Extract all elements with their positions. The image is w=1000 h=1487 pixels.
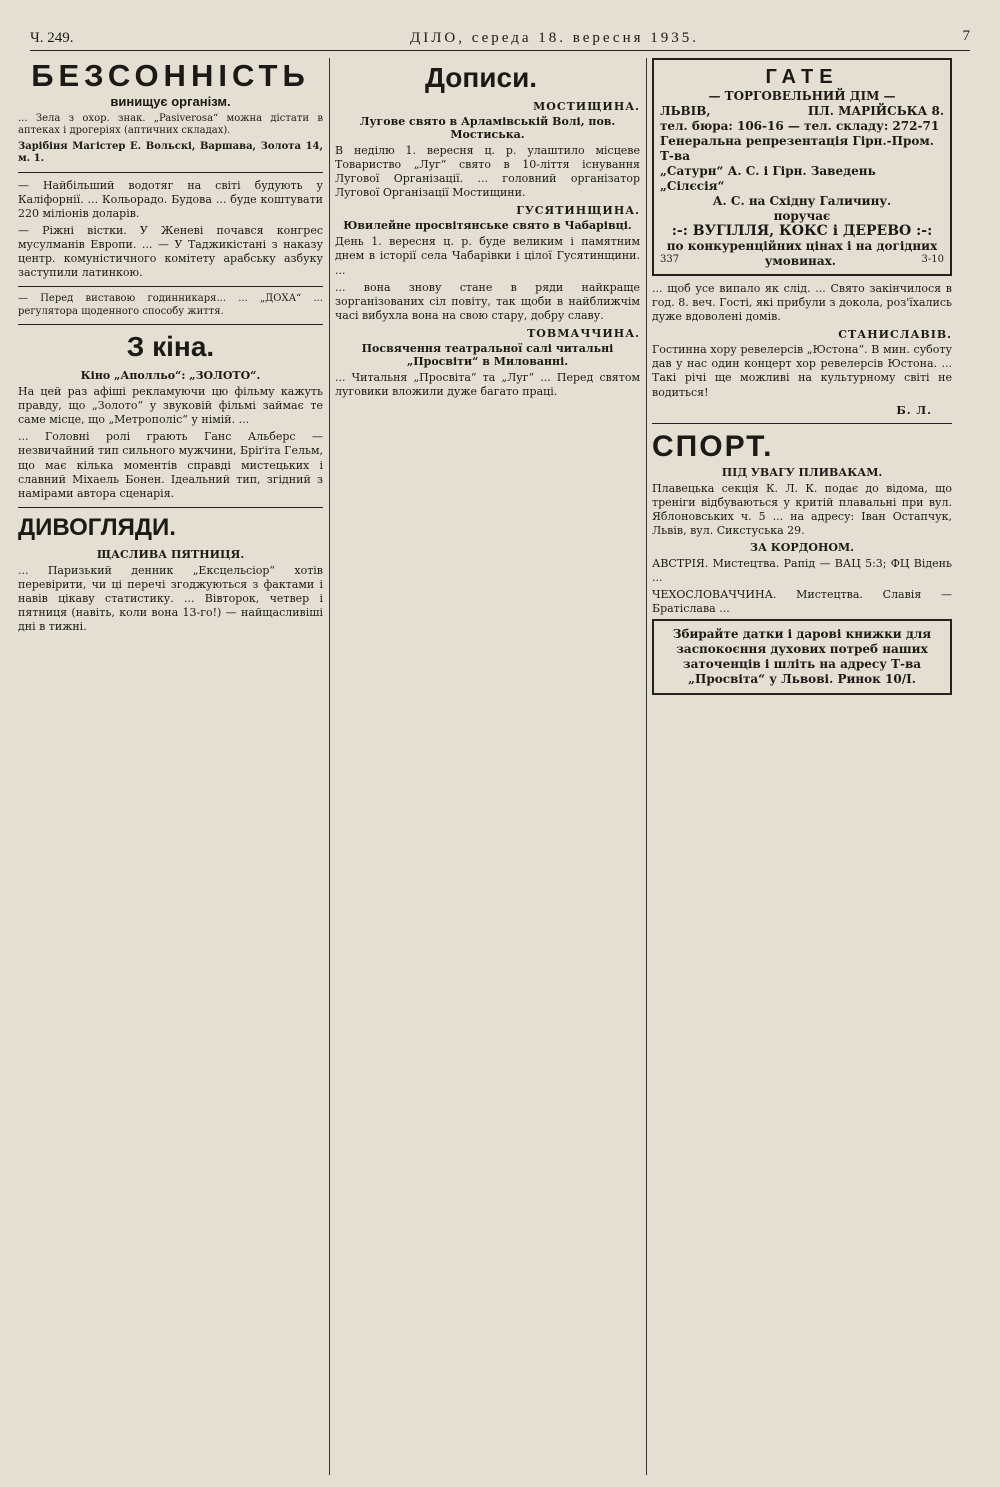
ad-footer (660, 254, 944, 268)
ad-line: поручає (773, 209, 831, 223)
sport-body: Плавецька секція К. Л. К. подає до відома, що треніги відбуваються у критій плавальні при вул. Яблоновських ч. 5 ... на адресу: Іван Остапчук, Львів, вул. Сикстуська 29. (652, 481, 952, 537)
ad-city: ЛЬВІВ, (660, 104, 711, 118)
watch-ad: — Перед виставою годинникаря... ... „ДОХА“ ... регулятора щоденного способу життя. (18, 293, 323, 317)
column-divider (646, 58, 647, 1475)
sport-subheading: ЗА КОРДОНОМ. (750, 541, 854, 555)
kino-body: На цей раз афіші рекламуючи цю фільму кажуть правду, що „Золото“ у звуковій фільмі займає те саме місце, що „Метрополіс“ у німій. ... (18, 385, 323, 427)
divider (18, 324, 323, 325)
article-body: День 1. вересня ц. р. буде великим і памятним днем в історії села Чабарівки і цілої Гусятинщини. ... (335, 235, 640, 277)
divider (18, 507, 323, 508)
ad-number: 337 (660, 254, 680, 265)
closing-notice: Збирайте датки і дарові книжки для заспокоєння духових потреб наших заточенців і шліть на адресу Т-ва „Просвіта“ у Львові. Ринок 10/І. (652, 619, 952, 695)
issue-number: Ч. 249. (30, 30, 74, 46)
ad-line: „Сатурн“ А. С. і Гірн. Заведень „Сілєсія“ (660, 164, 876, 193)
dateline: МОСТИЩИНА. (533, 100, 640, 113)
ad-address (660, 104, 944, 119)
article-body: В неділю 1. вересня ц. р. улаштило місцеве Товариство „Луг“ свято в 10-ліття існування Лугової Організації. ... головний організатор Лугової Організації Мостищини. (335, 144, 640, 200)
dateline: СТАНИСЛАВІВ. (838, 328, 952, 342)
ad-line: — ТОРГОВЕЛЬНИЙ ДІМ — (708, 89, 896, 103)
kino-heading: З кіна. (126, 331, 215, 363)
divider (652, 423, 952, 424)
article-body: ... вона знову стане в ряди найкраще зорганізованих сіл повіту, так щоби в найближчім часі вибухла вона на свою стару, добру славу. (335, 280, 640, 322)
page-number: 7 (962, 28, 970, 44)
kino-body: ... Головні ролі грають Ганс Альберс — незвичайний тип сильного мужчини, Бріґіта Гельм, що має кілька моментів справді мистецьких і славний Міхаель Бонен. Ідеальний тип, згідний з намірами автора сценарія. (18, 430, 323, 500)
column-2 (335, 58, 640, 1477)
article-kicker: Посвячення театральної салі читальні „Просвіти“ в Милованні. (361, 341, 614, 368)
ad-line: тел. бюра: 106-16 — тел. складу: 272-71 (660, 119, 940, 133)
divo-body: ... Паризький денник „Ексцельсіор“ хотів перевірити, чи ці перечі згоджуються з фактами і навів цікаву статистику. ... Вівторок, четвер і пятниця (навіть, коли вона 13-го!) — найщасливіші дні в тижні. (18, 563, 323, 634)
signature: Б. Л. (896, 403, 932, 417)
sport-subheading: ПІД УВАГУ ПЛИВАКАМ. (721, 465, 883, 479)
sport-body: ЧЕХОСЛОВАЧЧИНА. Мистецтва. Славія — Братіслава ... (652, 588, 952, 616)
ad-line: Генеральна репрезентація Гірн.-Пром. Т-ва (660, 134, 934, 163)
ad-street: ПЛ. МАРІЙСЬКА 8. (807, 104, 944, 118)
sport-body: АВСТРІЯ. Мистецтва. Рапід — ВАЦ 5:3; ФЦ Відень ... (652, 557, 952, 585)
page-header (30, 28, 970, 51)
article-kicker: Лугове свято в Арламівській Волі, пов. Мостиська. (359, 115, 616, 141)
ad-line: по конкуренційних цінах і на догідних (666, 239, 938, 253)
ad-line: А. С. на Східну Галичину. (712, 194, 892, 208)
divo-heading: ДИВОГЛЯДИ. (18, 513, 176, 541)
dateline: ТОВМАЧЧИНА. (527, 326, 640, 340)
section-title: Дописи. (425, 62, 538, 93)
ad-number: 3-10 (921, 254, 944, 265)
news-item: — Ріжні вістки. У Женеві почався конгрес мусулманів Европи. ... — У Таджикістані з наказу центр. комуністичного комітету арабську азбуку заступили латинкою. (18, 223, 323, 280)
ad-title: БЕЗСОННІСТЬ (31, 58, 310, 93)
column-3 (652, 58, 952, 1477)
divider (18, 172, 323, 173)
article-body: ... щоб усе випало як слід. ... Свято закінчилося в год. 8. веч. Гості, які прибули з докола, роз'їхались дуже вдоволені домів. (652, 282, 952, 324)
column-1 (18, 58, 323, 1477)
divider (18, 286, 323, 287)
article-kicker: Ювилейне просвітянське свято в Чабарівці. (343, 219, 632, 233)
ad-line: умовинах. (764, 254, 836, 268)
article-body: ... Читальня „Просвіта“ та „Луг“ ... Перед святом луговики вложили дуже багато праці. (335, 370, 640, 399)
column-divider (329, 58, 330, 1475)
ad-line: :-: ВУГІЛЛЯ, КОКС і ДЕРЕВО :-: (671, 223, 933, 239)
ad-footer: Зарібіня Магістер Е. Вольскі, Варшава, Золота 14, м. 1. (18, 140, 323, 165)
ad-body: ... Зела з охор. знак. „Pasiverosa“ можна дістати в аптеках і дрогеріях (аптичних складах). (18, 113, 323, 137)
news-item: — Найбільший водотяг на світі будують у Каліфорнії. ... Кольорадо. Будова ... буде коштувати 220 міліонів доларів. (18, 178, 323, 220)
ad-subtitle: винищує організм. (110, 94, 231, 109)
gate-ad (652, 58, 952, 276)
article-body: Гостинна хору ревелерсів „Юстона“. В мин. суботу дав у нас один концерт хор ревелерсів Юстона. ... Такі річі ще можливі на культурному світі не водиться! (652, 343, 952, 399)
dateline: ГУСЯТИНЩИНА. (516, 204, 640, 218)
masthead: ДІЛО, середа 18. вересня 1935. (410, 30, 699, 46)
ad-title: ГАТЕ (765, 66, 839, 88)
divo-subheading: ЩАСЛИВА ПЯТНИЦЯ. (96, 547, 245, 561)
kino-subheading: Кіно „Аполльо“: „ЗОЛОТО“. (80, 369, 261, 383)
sport-heading: СПОРТ. (652, 429, 774, 463)
